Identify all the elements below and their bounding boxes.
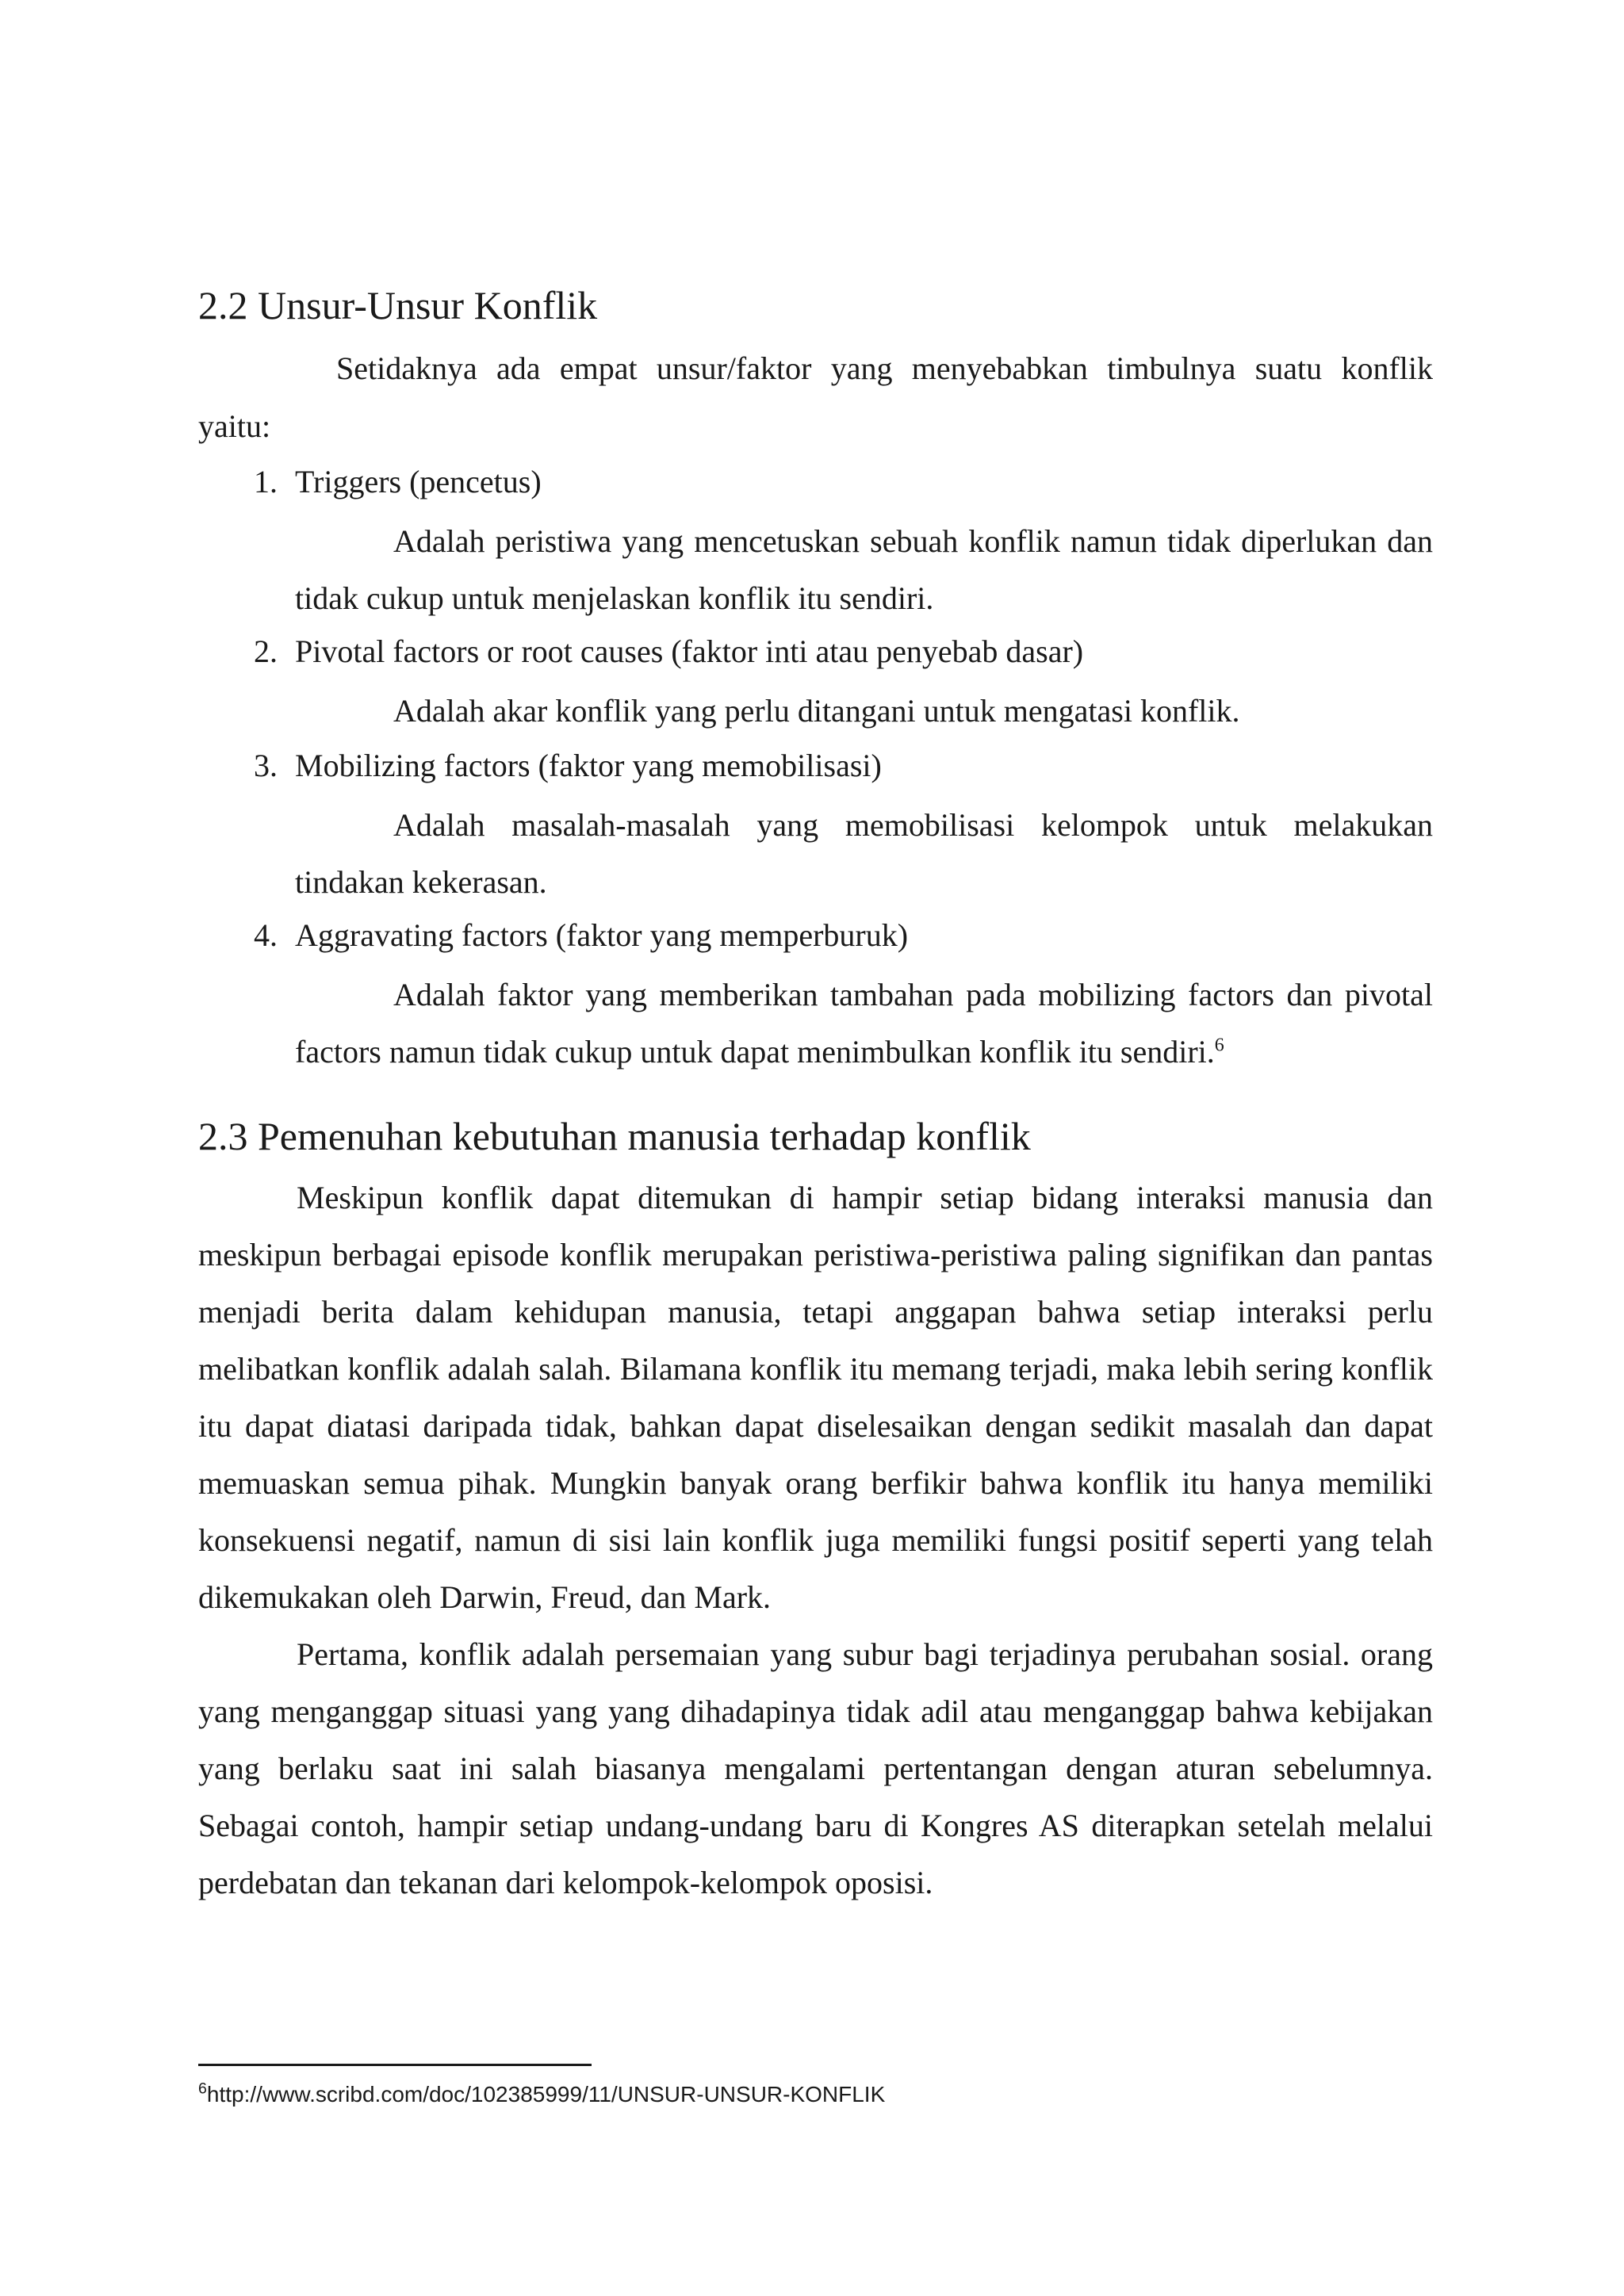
footnote-link[interactable]: http://www.scribd.com/doc/102385999/11/UNSUR-UNSUR-KONFLIK (206, 2082, 886, 2107)
list-item-title-1: Triggers (pencetus) (295, 464, 542, 499)
list-item-description-2: Adalah akar konflik yang perlu ditangani untuk mengatasi konflik. (393, 693, 1240, 729)
footnote-divider (198, 2064, 592, 2066)
section-heading-2-2: 2.2 Unsur-Unsur Konflik (198, 283, 598, 327)
section-heading-2-3: 2.3 Pemenuhan kebutuhan manusia terhadap konflik (198, 1114, 1031, 1158)
list-item-number-4: 4. (254, 917, 278, 953)
footnote-reference[interactable]: 6 (1214, 1035, 1224, 1056)
list-item-title-2: Pivotal factors or root causes (faktor inti atau penyebab dasar) (295, 633, 1084, 669)
footnote (198, 2079, 885, 2110)
list-item-description-4 (295, 966, 1433, 1081)
section-intro-line-1: Setidaknya ada empat unsur/faktor yang menyebabkan timbulnya suatu konflik (336, 350, 1433, 386)
body-paragraph-1: Meskipun konflik dapat ditemukan di hampir setiap bidang interaksi manusia dan meskipun berbagai episode konflik merupakan peristiwa-peristiwa paling signifikan dan pantas menjadi berita dalam kehidupan manusia, tetapi anggapan bahwa setiap interaksi perlu melibatkan konflik adalah salah. Bilamana konflik itu memang terjadi, maka lebih sering konflik itu dapat diatasi daripada tidak, bahkan dapat diselesaikan dengan sedikit masalah dan dapat memuaskan semua pihak. Mungkin banyak orang berfikir bahwa konflik itu hanya memiliki konsekuensi negatif, namun di sisi lain konflik juga memiliki fungsi positif seperti yang telah dikemukakan oleh Darwin, Freud, dan Mark. (198, 1180, 1433, 1615)
list-item-number-2: 2. (254, 633, 278, 669)
list-item-number-1: 1. (254, 464, 278, 499)
section-intro-line-2: yaitu: (198, 408, 271, 444)
list-item-description-1: Adalah peristiwa yang mencetuskan sebuah konflik namun tidak diperlukan dan tidak cukup untuk menjelaskan konflik itu sendiri. (295, 523, 1433, 616)
list-item-description-4-text: Adalah faktor yang memberikan tambahan pada mobilizing factors dan pivotal factors namun tidak cukup untuk dapat menimbulkan konflik itu sendiri. (295, 977, 1433, 1070)
list-item-description-3: Adalah masalah-masalah yang memobilisasi kelompok untuk melakukan tindakan kekerasan. (295, 807, 1433, 900)
list-item-number-3: 3. (254, 748, 278, 783)
footnote-number: 6 (198, 2080, 207, 2098)
list-item-title-3: Mobilizing factors (faktor yang memobilisasi) (295, 748, 882, 783)
list-item-title-4: Aggravating factors (faktor yang memperburuk) (295, 917, 909, 953)
body-paragraph-2: Pertama, konflik adalah persemaian yang subur bagi terjadinya perubahan sosial. orang yang menganggap situasi yang yang dihadapinya tidak adil atau menganggap bahwa kebijakan yang berlaku saat ini salah biasanya mengalami pertentangan dengan aturan sebelumnya. Sebagai contoh, hampir setiap undang-undang baru di Kongres AS diterapkan setelah melalui perdebatan dan tekanan dari kelompok-kelompok oposisi. (198, 1636, 1433, 1900)
